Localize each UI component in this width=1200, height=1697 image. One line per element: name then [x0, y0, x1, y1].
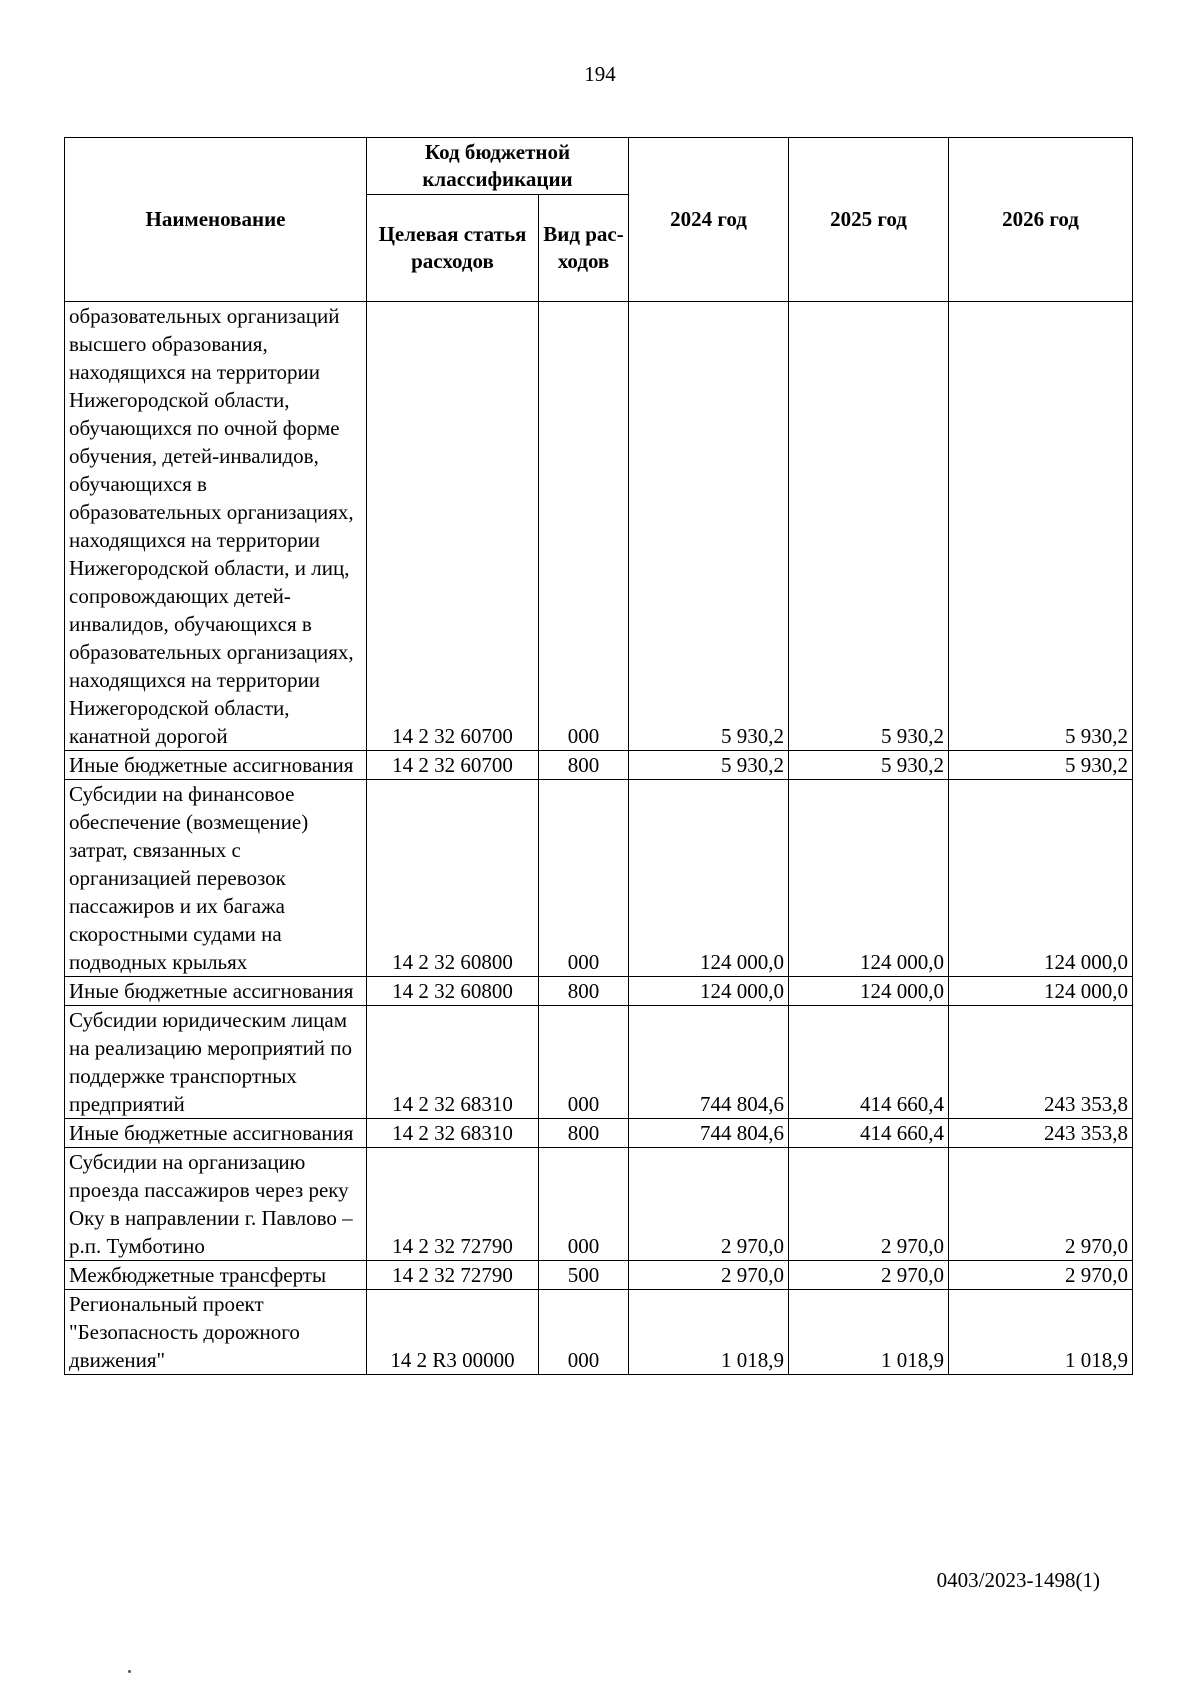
row-kind: 800: [539, 977, 629, 1006]
row-2025: 124 000,0: [789, 780, 949, 977]
row-kind: 000: [539, 1148, 629, 1261]
row-2024: 5 930,2: [629, 751, 789, 780]
row-2026: 5 930,2: [949, 751, 1133, 780]
row-2025: 124 000,0: [789, 977, 949, 1006]
row-2025: 2 970,0: [789, 1261, 949, 1290]
header-kind: Вид рас-ходов: [539, 195, 629, 302]
row-2026: 2 970,0: [949, 1148, 1133, 1261]
table-row: [65, 977, 1133, 1006]
header-2025: 2025 год: [789, 138, 949, 302]
row-code: 14 2 R3 00000: [367, 1290, 539, 1375]
table-row: [65, 1006, 1133, 1119]
row-2025: 1 018,9: [789, 1290, 949, 1375]
row-2026: 243 353,8: [949, 1006, 1133, 1119]
header-name: Наименование: [65, 138, 367, 302]
row-code: 14 2 32 60800: [367, 780, 539, 977]
row-2024: 744 804,6: [629, 1119, 789, 1148]
row-2026: 124 000,0: [949, 977, 1133, 1006]
row-2024: 744 804,6: [629, 1006, 789, 1119]
row-2026: 124 000,0: [949, 780, 1133, 977]
row-name: Межбюджетные трансферты: [65, 1261, 367, 1290]
table-row: [65, 302, 1133, 751]
row-name: Иные бюджетные ассигнования: [65, 751, 367, 780]
header-2024: 2024 год: [629, 138, 789, 302]
row-kind: 800: [539, 1119, 629, 1148]
row-2024: 2 970,0: [629, 1148, 789, 1261]
row-code: 14 2 32 60700: [367, 751, 539, 780]
row-2024: 124 000,0: [629, 780, 789, 977]
row-2025: 2 970,0: [789, 1148, 949, 1261]
row-name: Субсидии на финансовое обеспечение (возмещение) затрат, связанных с организацией перевозок пассажиров и их багажа скоростными судами на подводных крыльях: [65, 780, 367, 977]
budget-table: [64, 137, 1133, 1375]
row-code: 14 2 32 60800: [367, 977, 539, 1006]
table-row: [65, 780, 1133, 977]
row-name: образовательных организаций высшего образования, находящихся на территории Нижегородской области, обучающихся по очной форме обучения, детей-инвалидов, обучающихся в образовательных организациях, находящихся на территории Нижегородской области, и лиц, сопровождающих детей-инвалидов, обучающихся в образовательных организациях, находящихся на территории Нижегородской области, канатной дорогой: [65, 302, 367, 751]
scan-speck: [128, 1670, 131, 1673]
row-2026: 2 970,0: [949, 1261, 1133, 1290]
row-kind: 000: [539, 1290, 629, 1375]
row-kind: 800: [539, 751, 629, 780]
row-2026: 243 353,8: [949, 1119, 1133, 1148]
row-name: Иные бюджетные ассигнования: [65, 1119, 367, 1148]
table-row: [65, 1290, 1133, 1375]
table-row: [65, 1261, 1133, 1290]
row-kind: 000: [539, 780, 629, 977]
row-name: Региональный проект "Безопасность дорожного движения": [65, 1290, 367, 1375]
row-code: 14 2 32 60700: [367, 302, 539, 751]
row-code: 14 2 32 72790: [367, 1148, 539, 1261]
row-code: 14 2 32 72790: [367, 1261, 539, 1290]
row-kind: 000: [539, 1006, 629, 1119]
header-target: Целевая статья расходов: [367, 195, 539, 302]
row-2025: 414 660,4: [789, 1119, 949, 1148]
row-2024: 5 930,2: [629, 302, 789, 751]
document-number: 0403/2023-1498(1): [936, 1568, 1100, 1592]
table-row: [65, 751, 1133, 780]
table-row: [65, 1148, 1133, 1261]
row-2024: 2 970,0: [629, 1261, 789, 1290]
row-2026: 1 018,9: [949, 1290, 1133, 1375]
row-2024: 1 018,9: [629, 1290, 789, 1375]
row-2025: 414 660,4: [789, 1006, 949, 1119]
row-2025: 5 930,2: [789, 751, 949, 780]
row-name: Субсидии юридическим лицам на реализацию мероприятий по поддержке транспортных предприятий: [65, 1006, 367, 1119]
row-2026: 5 930,2: [949, 302, 1133, 751]
header-2026: 2026 год: [949, 138, 1133, 302]
header-code-group: Код бюджетной классификации: [367, 138, 629, 195]
row-2025: 5 930,2: [789, 302, 949, 751]
row-code: 14 2 32 68310: [367, 1119, 539, 1148]
row-name: Субсидии на организацию проезда пассажиров через реку Оку в направлении г. Павлово – р.п. Тумботино: [65, 1148, 367, 1261]
row-name: Иные бюджетные ассигнования: [65, 977, 367, 1006]
row-kind: 000: [539, 302, 629, 751]
row-kind: 500: [539, 1261, 629, 1290]
table-row: [65, 1119, 1133, 1148]
row-2024: 124 000,0: [629, 977, 789, 1006]
page-number: 194: [584, 62, 616, 86]
row-code: 14 2 32 68310: [367, 1006, 539, 1119]
